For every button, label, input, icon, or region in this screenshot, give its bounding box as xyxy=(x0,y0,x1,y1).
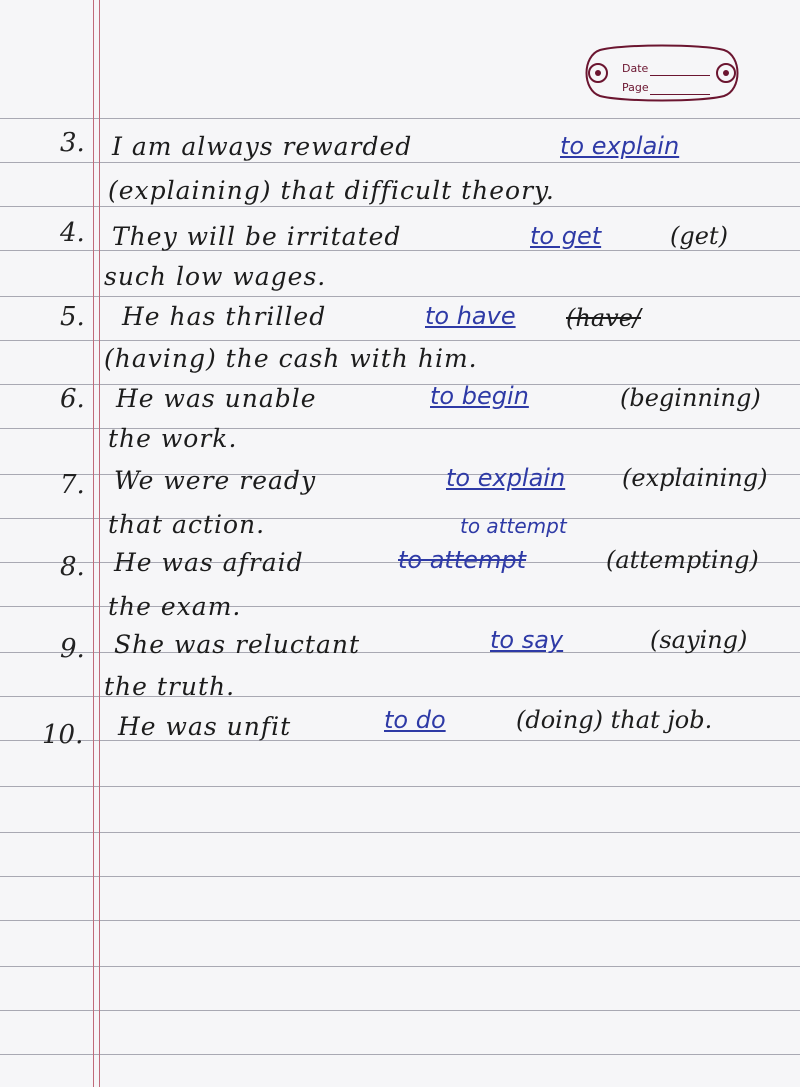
item-number: 5. xyxy=(60,302,85,332)
sentence-continuation: the truth. xyxy=(104,672,236,701)
answer-correction: to attempt xyxy=(460,514,567,538)
ruled-line xyxy=(0,118,800,119)
ruled-line xyxy=(0,920,800,921)
date-label: Date xyxy=(622,62,649,75)
item-number: 4. xyxy=(60,218,85,248)
item-number: 8. xyxy=(60,552,85,582)
answer: to get xyxy=(530,222,602,250)
sentence-continuation: (explaining) that difficult theory. xyxy=(108,176,555,205)
page-label: Page xyxy=(622,81,649,94)
ruled-line xyxy=(0,340,800,341)
base-form: (doing) that job. xyxy=(516,706,713,734)
sentence-start: He has thrilled xyxy=(122,302,327,331)
base-form: (have/ xyxy=(566,304,641,332)
answer: to explain xyxy=(446,464,566,492)
answer: to say xyxy=(490,626,564,654)
sentence-continuation: such low wages. xyxy=(104,262,327,291)
ruled-line xyxy=(0,1010,800,1011)
item-number: 7. xyxy=(60,470,85,500)
sentence-start: He was unable xyxy=(116,384,317,413)
sentence-start: They will be irritated xyxy=(112,222,402,251)
ruled-line xyxy=(0,296,800,297)
ruled-line xyxy=(0,1054,800,1055)
base-form: (attempting) xyxy=(606,546,759,574)
page-line xyxy=(650,94,710,95)
sentence-start: He was afraid xyxy=(114,548,304,577)
item-number: 10. xyxy=(42,720,84,750)
answer: to attempt xyxy=(398,546,527,574)
item-number: 6. xyxy=(60,384,85,414)
base-form: (saying) xyxy=(650,626,748,654)
margin-line-right xyxy=(99,0,100,1087)
base-form: (explaining) xyxy=(622,464,768,492)
date-line xyxy=(650,75,710,76)
ruled-line xyxy=(0,966,800,967)
ruled-line xyxy=(0,162,800,163)
answer: to have xyxy=(425,302,516,330)
item-number: 3. xyxy=(60,128,85,158)
sentence-continuation: the exam. xyxy=(108,592,242,621)
base-form: (get) xyxy=(670,222,728,250)
sentence-start: She was reluctant xyxy=(114,630,360,659)
ruled-line xyxy=(0,832,800,833)
answer: to do xyxy=(384,706,446,734)
sentence-continuation: the work. xyxy=(108,424,238,453)
margin-line-left xyxy=(93,0,94,1087)
ruled-line xyxy=(0,206,800,207)
item-number: 9. xyxy=(60,634,85,664)
base-form: (beginning) xyxy=(620,384,761,412)
sentence-continuation: (having) the cash with him. xyxy=(104,344,478,373)
sentence-continuation: that action. xyxy=(108,510,266,539)
ruled-line xyxy=(0,876,800,877)
ruled-line xyxy=(0,786,800,787)
sentence-start: We were ready xyxy=(114,466,317,495)
sentence-start: I am always rewarded xyxy=(112,132,413,161)
answer: to begin xyxy=(430,382,529,410)
date-page-stamp xyxy=(582,42,742,104)
answer: to explain xyxy=(560,132,680,160)
sentence-start: He was unfit xyxy=(118,712,292,741)
